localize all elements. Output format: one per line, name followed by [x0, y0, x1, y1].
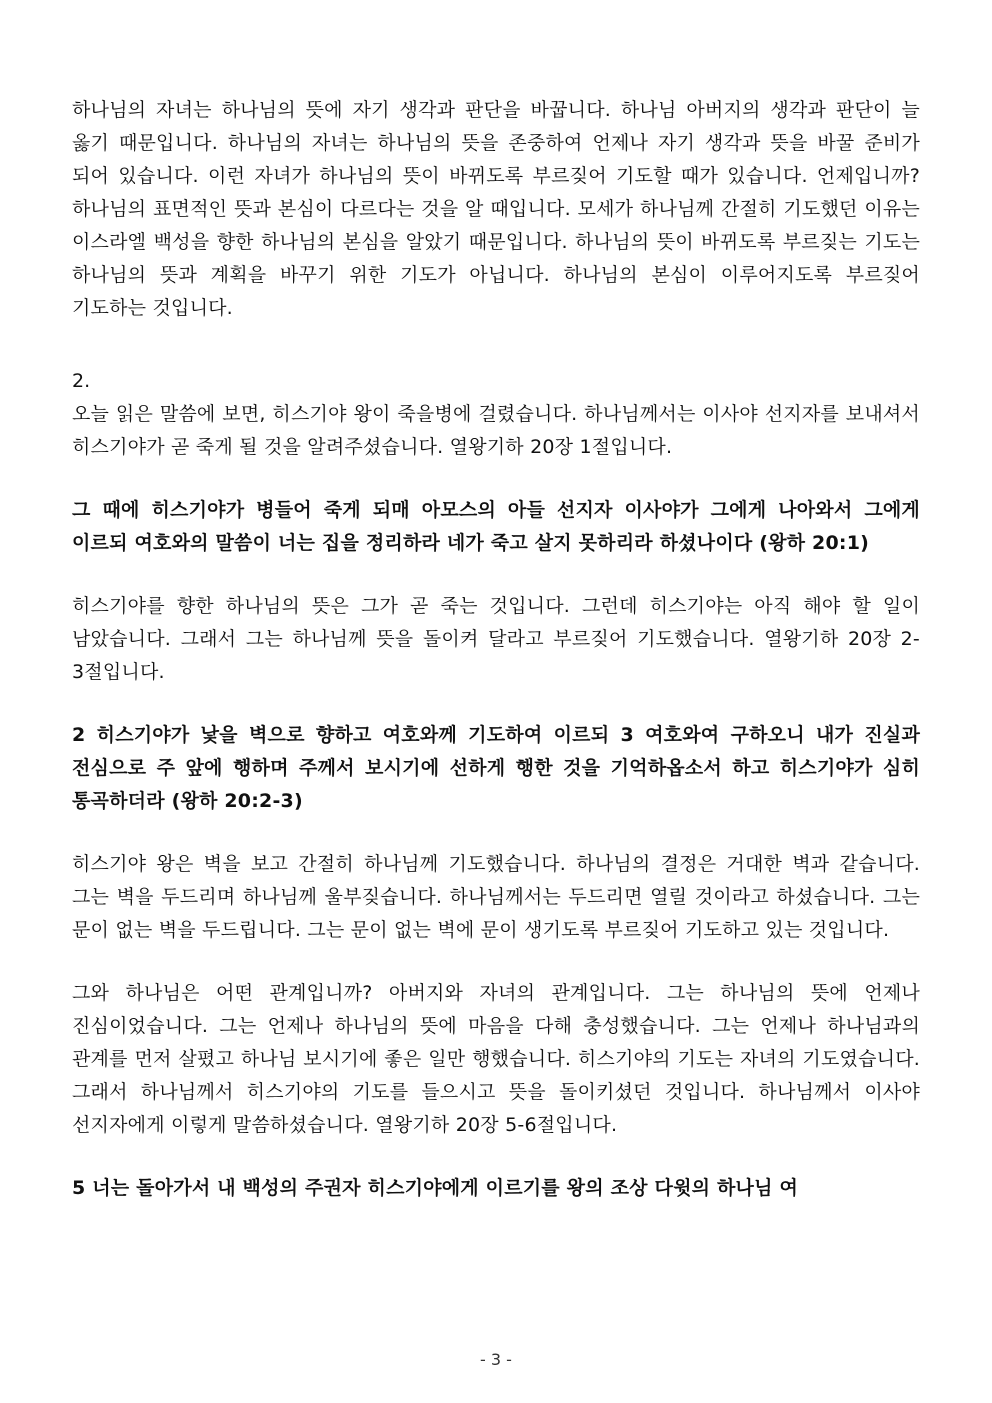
section-number: 2.: [72, 370, 91, 392]
page-number: - 3 -: [480, 1350, 512, 1369]
paragraph-2: 오늘 읽은 말씀에 보면, 히스기야 왕이 죽을병에 걸렸습니다. 하나님께서는 이사야 선지자를 보내셔서 히스기야가 곧 죽게 될 것을 알려주셨습니다. 열왕기하 20장 1절입니다.: [72, 403, 920, 458]
scripture-quote-1: 그 때에 히스기야가 병들어 죽게 되매 아모스의 아들 선지자 이사야가 그에게 나아와서 그에게 이르되 여호와의 말씀이 너는 집을 정리하라 네가 죽고 살지 못하리라 하셨나이다 (왕하 20:1): [72, 499, 920, 554]
scripture-quote-2: 2 히스기야가 낯을 벽으로 향하고 여호와께 기도하여 이르되 3 여호와여 구하오니 내가 진실과 전심으로 주 앞에 행하며 주께서 보시기에 선하게 행한 것을 기억하옵소서 하고 히스기야가 심히 통곡하더라 (왕하 20:2-3): [72, 724, 920, 812]
paragraph-4: 히스기야 왕은 벽을 보고 간절히 하나님께 기도했습니다. 하나님의 결정은 거대한 벽과 같습니다. 그는 벽을 두드리며 하나님께 울부짖습니다. 하나님께서는 두드리면 열릴 것이라고 하셨습니다. 그는 문이 없는 벽을 두드립니다. 그는 문이 없는 벽에 문이 생기도록 부르짖어 기도하고 있는 것입니다.: [72, 853, 920, 941]
document-body: [72, 94, 920, 1205]
scripture-quote-3: 5 너는 돌아가서 내 백성의 주권자 히스기야에게 이르기를 왕의 조상 다윗의 하나님 여: [72, 1177, 799, 1199]
paragraph-3: 히스기야를 향한 하나님의 뜻은 그가 곧 죽는 것입니다. 그런데 히스기야는 아직 해야 할 일이 남았습니다. 그래서 그는 하나님께 뜻을 돌이켜 달라고 부르짖어 기도했습니다. 열왕기하 20장 2-3절입니다.: [72, 595, 920, 683]
paragraph-1: 하나님의 자녀는 하나님의 뜻에 자기 생각과 판단을 바꿉니다. 하나님 아버지의 생각과 판단이 늘 옳기 때문입니다. 하나님의 자녀는 하나님의 뜻을 존중하여 언제나 자기 생각과 뜻을 바꿀 준비가 되어 있습니다. 이런 자녀가 하나님의 뜻이 바뀌도록 부르짖어 기도할 때가 있습니다. 언제입니까? 하나님의 표면적인 뜻과 본심이 다르다는 것을 알 때입니다. 모세가 하나님께 간절히 기도했던 이유는 이스라엘 백성을 향한 하나님의 본심을 알았기 때문입니다. 하나님의 뜻이 바뀌도록 부르짖는 기도는 하나님의 뜻과 계획을 바꾸기 위한 기도가 아닙니다. 하나님의 본심이 이루어지도록 부르짖어 기도하는 것입니다.: [72, 99, 920, 319]
paragraph-5: 그와 하나님은 어떤 관계입니까? 아버지와 자녀의 관계입니다. 그는 하나님의 뜻에 언제나 진심이었습니다. 그는 언제나 하나님의 뜻에 마음을 다해 충성했습니다. 그는 언제나 하나님과의 관계를 먼저 살폈고 하나님 보시기에 좋은 일만 행했습니다. 히스기야의 기도는 자녀의 기도였습니다. 그래서 하나님께서 히스기야의 기도를 들으시고 뜻을 돌이키셨던 것입니다. 하나님께서 이사야 선지자에게 이렇게 말씀하셨습니다. 열왕기하 20장 5-6절입니다.: [72, 982, 920, 1136]
